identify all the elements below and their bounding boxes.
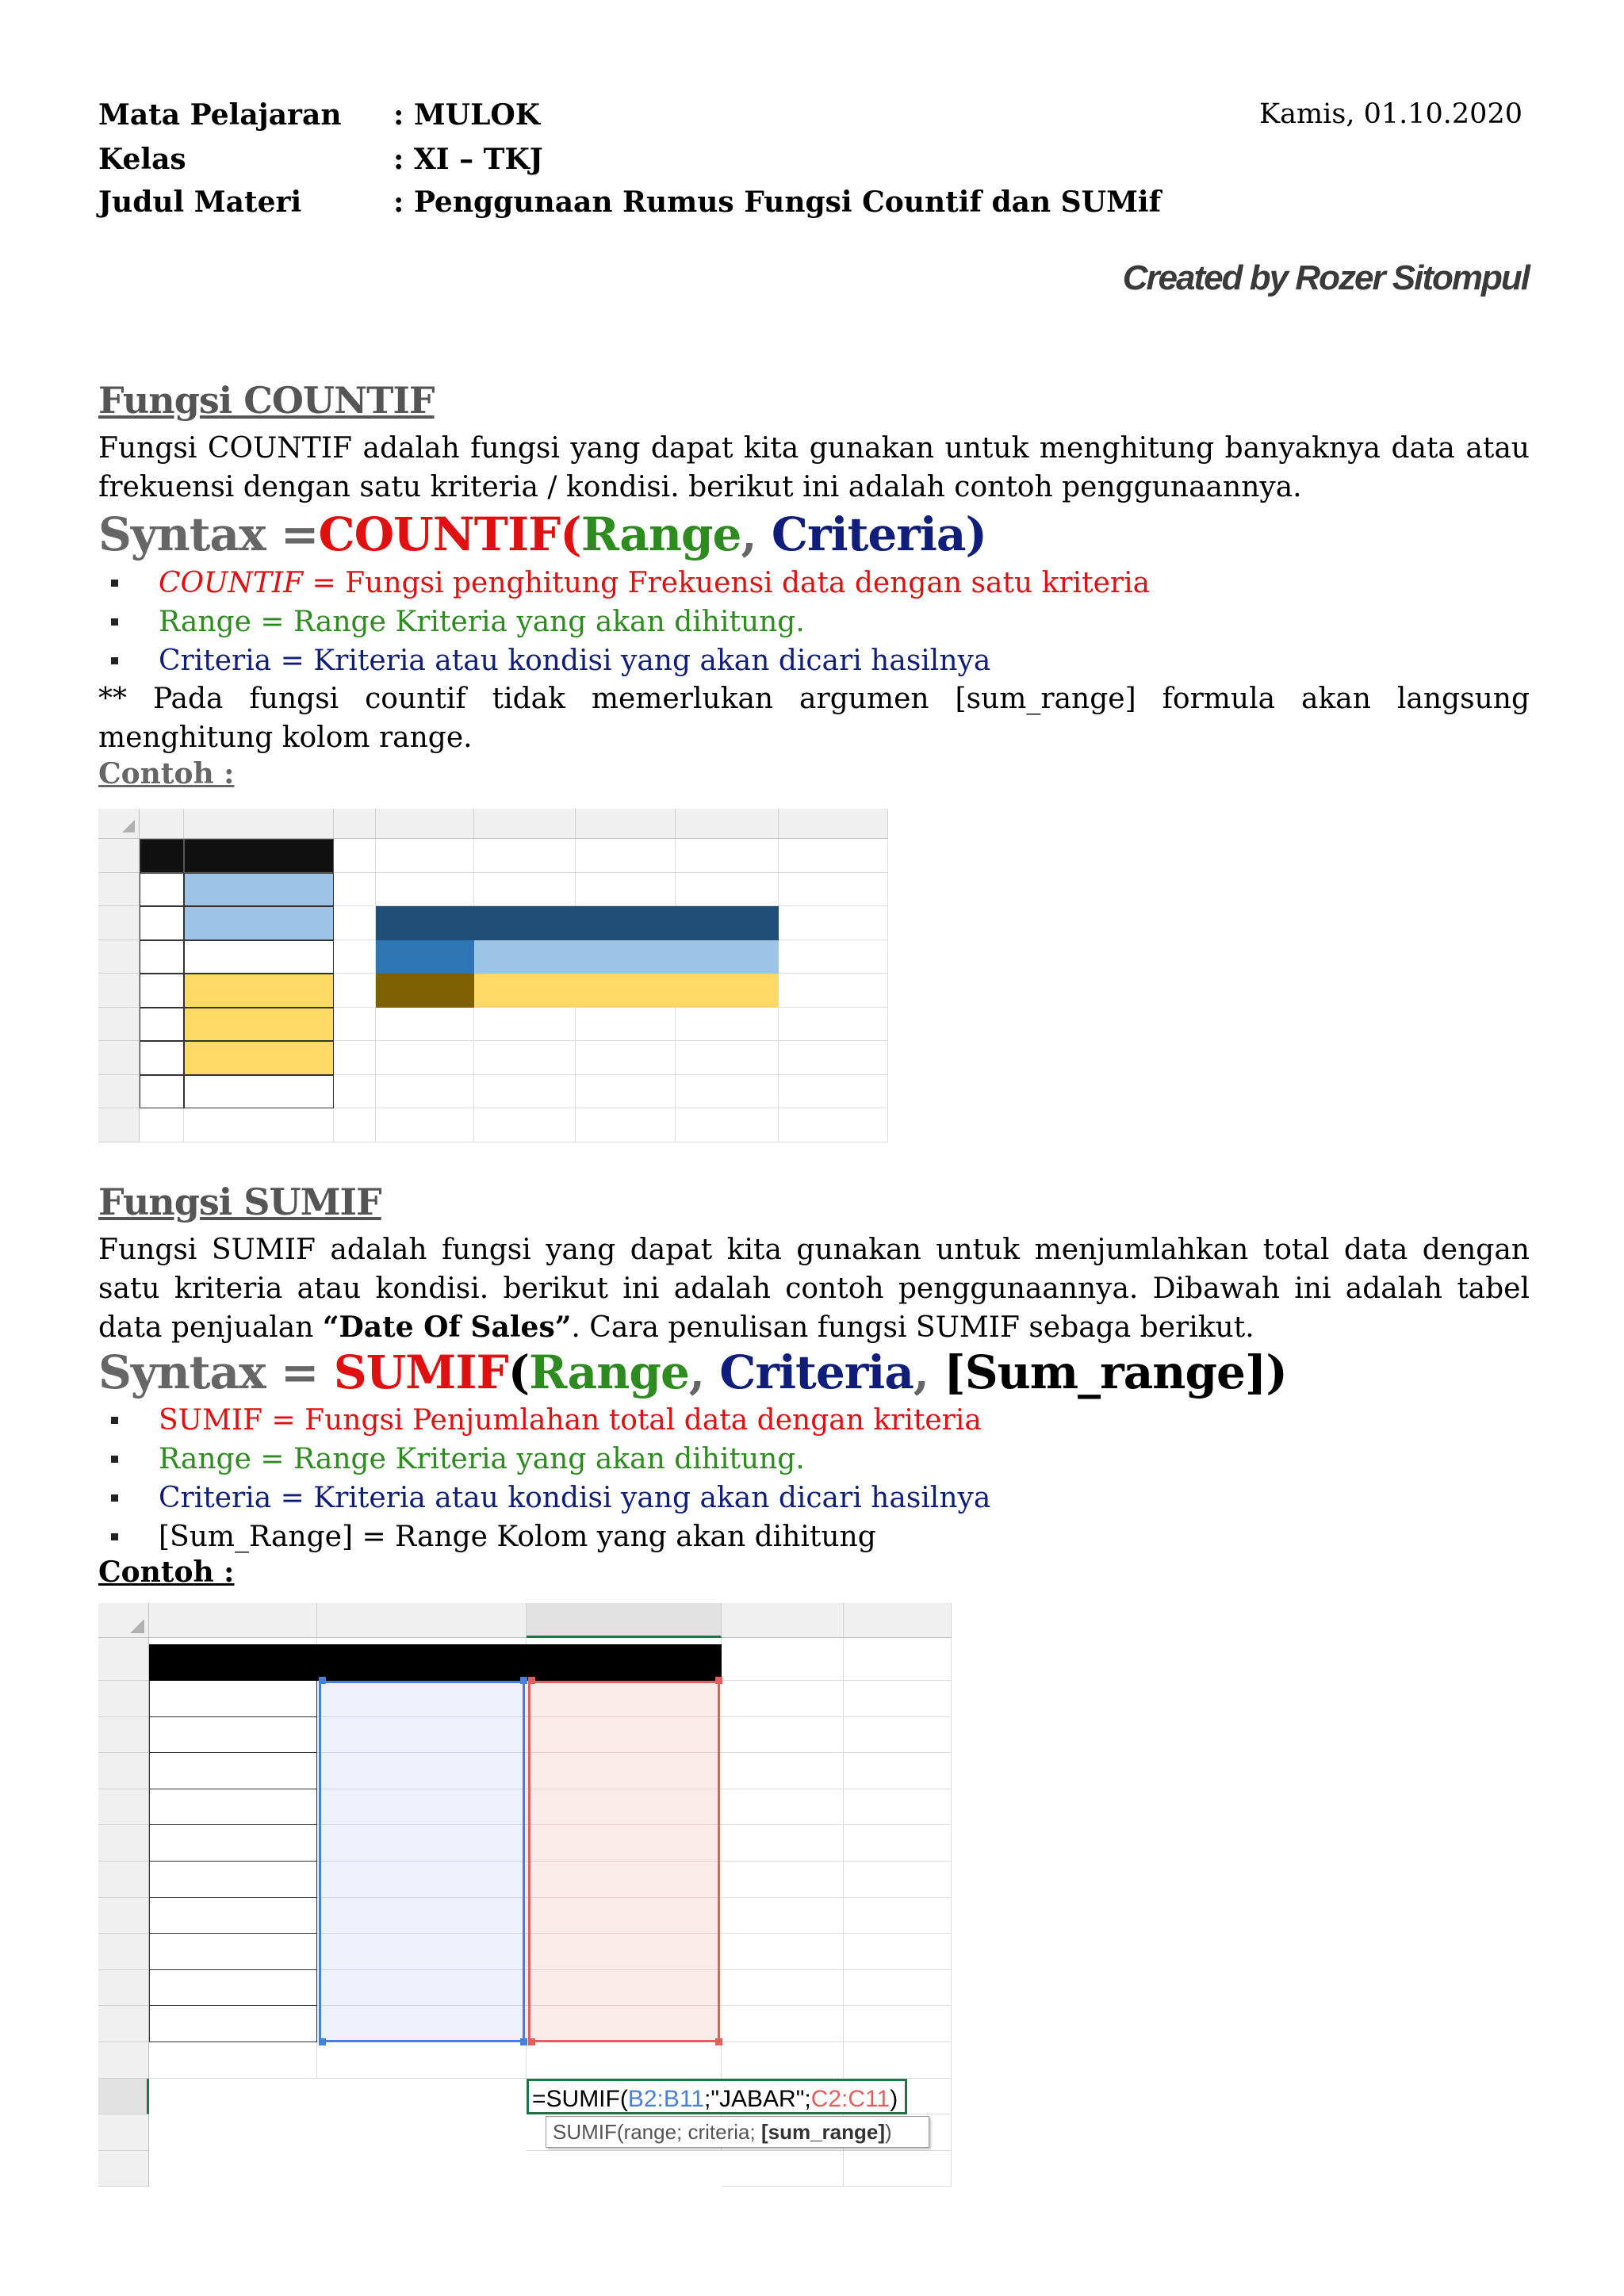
grid-cell [722, 2042, 844, 2079]
grid-cell [722, 1970, 844, 2007]
table-cell-no [140, 873, 184, 907]
syntax-range: Range [580, 507, 741, 561]
formula-edit-cell[interactable] [527, 2079, 907, 2115]
range-handle-icon[interactable] [715, 1677, 722, 1684]
bullet-square-icon [111, 1494, 118, 1502]
grid-cell [722, 1825, 844, 1862]
table-header-wilayah [317, 1644, 527, 1681]
grid-cell [474, 839, 576, 873]
row-header [98, 1753, 149, 1789]
row-header [98, 1825, 149, 1862]
row-header [98, 974, 140, 1008]
grid-cell [779, 906, 888, 940]
grid-cell [576, 1041, 676, 1075]
bullet-square-icon [111, 580, 118, 587]
grid-cell [317, 2042, 527, 2079]
row-header [98, 1789, 149, 1826]
table-cell-no [140, 906, 184, 940]
syntax-fn: SUMIF [333, 1345, 508, 1399]
bullet-item: Criteria = Kriteria atau kondisi yang akan dicari hasilnya [98, 1479, 990, 1517]
syntax-fn: COUNTIF [318, 507, 561, 561]
grid-cell [722, 1681, 844, 1717]
grid-cell [779, 1108, 888, 1142]
grid-cell [376, 873, 474, 907]
grid-cell [844, 1934, 952, 1970]
grid-cell [576, 1075, 676, 1109]
grid-cell [376, 1108, 474, 1142]
grid-cell [779, 1075, 888, 1109]
row-header [98, 2006, 149, 2042]
grid-cell [779, 873, 888, 907]
grid-cell [334, 1008, 376, 1042]
syntax-prefix: Syntax = [98, 507, 319, 561]
formula-post: ) [890, 2085, 898, 2112]
formula-pre: =SUMIF( [532, 2085, 628, 2112]
grid-cell [376, 1075, 474, 1109]
grid-cell [376, 839, 474, 873]
grid-cell [527, 2042, 722, 2079]
grid-cell [844, 1970, 952, 2007]
sumif-title: Fungsi SUMIF [98, 1181, 381, 1223]
table-cell-tanggal [149, 1753, 317, 1789]
table-cell-tanggal [149, 1898, 317, 1934]
table-cell-tanggal [149, 1825, 317, 1862]
range-handle-icon[interactable] [520, 1677, 527, 1684]
column-header [576, 809, 676, 839]
syntax-open: ( [560, 507, 581, 561]
grid-cell [722, 1862, 844, 1898]
countif-bullets [98, 564, 1150, 680]
grid-cell [722, 2151, 844, 2187]
countif-example-label: Contoh : [98, 757, 235, 790]
column-header [527, 1603, 722, 1638]
countif-title: Fungsi COUNTIF [98, 379, 435, 422]
tooltip-bold: [sum_range] [760, 2120, 885, 2145]
syntax-criteria: Criteria [771, 507, 966, 561]
grid-cell [576, 1008, 676, 1042]
column-header [676, 809, 779, 839]
grid-cell [844, 1898, 952, 1934]
grid-cell [474, 1075, 576, 1109]
grid-cell [184, 1108, 334, 1142]
table-cell-tanggal [149, 1862, 317, 1898]
grid-cell [779, 940, 888, 974]
sumif-example-label: Contoh : [98, 1556, 235, 1589]
grid-cell [334, 873, 376, 907]
row-header [98, 1862, 149, 1898]
grid-cell [334, 1041, 376, 1075]
summary-title [376, 906, 779, 940]
table-cell-tanggal [149, 1681, 317, 1717]
table-cell-no [140, 1008, 184, 1042]
grid-cell [844, 1825, 952, 1862]
class-value: : XI – TKJ [393, 143, 543, 176]
total-label [149, 2151, 527, 2187]
formula-tooltip [546, 2116, 929, 2148]
syntax-criteria: Criteria [719, 1345, 914, 1399]
grid-cell [844, 1862, 952, 1898]
topic-label: Judul Materi [98, 186, 302, 219]
grid-cell [844, 2006, 952, 2042]
row-header [98, 1008, 140, 1042]
bullet-item: [Sum_Range] = Range Kolom yang akan dihitung [98, 1517, 990, 1556]
column-header [149, 1603, 317, 1638]
range-highlight-b2-b11 [319, 1681, 525, 2042]
grid-cell [844, 1789, 952, 1826]
grid-cell [722, 1753, 844, 1789]
grid-cell [676, 1008, 779, 1042]
table-cell-tanggal [149, 1934, 317, 1970]
grid-cell [334, 940, 376, 974]
grid-cell [376, 1041, 474, 1075]
grid-cell [140, 1108, 184, 1142]
table-cell-tanggal [149, 1970, 317, 2007]
grid-cell [779, 974, 888, 1008]
row-header [98, 1934, 149, 1970]
row-header [98, 940, 140, 974]
row-header [98, 1717, 149, 1754]
grid-cell [722, 1717, 844, 1754]
row-header [98, 2151, 149, 2187]
grid-cell [474, 873, 576, 907]
grid-cell [779, 839, 888, 873]
row-header [98, 906, 140, 940]
range-handle-icon[interactable] [528, 2038, 535, 2045]
grid-cell [844, 1717, 952, 1754]
grid-cell [576, 873, 676, 907]
bullet-item: SUMIF = Fungsi Penjumlahan total data dengan kriteria [98, 1401, 990, 1440]
grid-cell [334, 974, 376, 1008]
row-header [98, 1970, 149, 2007]
bullet-square-icon [111, 618, 118, 626]
subject-label: Mata Pelajaran [98, 98, 342, 132]
row-header [98, 2114, 149, 2151]
grid-cell [474, 1041, 576, 1075]
countif-syntax [98, 507, 986, 561]
countif-spreadsheet [98, 809, 888, 1146]
table-header-tanggal [149, 1644, 317, 1681]
table-cell-nama [184, 940, 334, 974]
countif-note: ** Pada fungsi countif tidak memerlukan argumen [sum_range] formula akan langsung menghitung kolom range. [98, 683, 1530, 754]
row-header [98, 1108, 140, 1142]
formula-range: B2:B11 [627, 2085, 705, 2112]
total-value [527, 2151, 722, 2187]
column-header [140, 809, 184, 839]
grid-cell [376, 1008, 474, 1042]
bullet-item: Range = Range Kriteria yang akan dihitung. [98, 603, 1150, 641]
table-cell-tanggal [149, 1789, 317, 1826]
grid-cell [474, 1008, 576, 1042]
grid-cell [334, 906, 376, 940]
grid-cell [722, 1638, 844, 1681]
range-highlight-c2-c11 [528, 1681, 720, 2042]
select-all-triangle-icon [122, 820, 135, 832]
summary-formula [474, 974, 779, 1008]
grid-cell [676, 1041, 779, 1075]
syntax-close: ) [965, 507, 986, 561]
formula-sum: C2:C11 [810, 2085, 891, 2112]
column-header [184, 809, 334, 839]
syntax-sep: , [913, 1345, 944, 1399]
grid-cell [676, 1075, 779, 1109]
select-all-triangle-icon [130, 1619, 144, 1633]
row-header [98, 873, 140, 907]
column-header [779, 809, 888, 839]
grid-cell [676, 839, 779, 873]
tooltip-pre: SUMIF(range; criteria; [553, 2120, 761, 2145]
bullet-square-icon [111, 1533, 118, 1540]
grid-cell [779, 1041, 888, 1075]
column-header [722, 1603, 844, 1638]
table-cell-nama [184, 1075, 334, 1109]
total-label [149, 2079, 527, 2115]
syntax-range: Range [529, 1345, 689, 1399]
sumif-description: Fungsi SUMIF adalah fungsi yang dapat kita gunakan untuk menjumlahkan total data dengan satu kriteria atau kondisi. berikut ini adalah contoh penggunaannya. Dibawah ini adalah tabel data penjualan “Date Of Sales”. Cara penulisan fungsi SUMIF sebaga berikut. [98, 1234, 1530, 1344]
row-header [98, 1041, 140, 1075]
syntax-sumrange: [Sum_range]) [944, 1345, 1287, 1399]
subject-value: : MULOK [393, 98, 541, 132]
table-cell-no [140, 1075, 184, 1109]
summary-formula [474, 940, 779, 974]
grid-cell [334, 1108, 376, 1142]
syntax-sep: , [741, 507, 772, 561]
table-cell-nama [184, 1008, 334, 1042]
sumif-spreadsheet [98, 1603, 952, 2199]
grid-cell [779, 1008, 888, 1042]
grid-cell [722, 1934, 844, 1970]
row-header [98, 2042, 149, 2079]
table-cell-tanggal [149, 2006, 317, 2042]
table-cell-no [140, 974, 184, 1008]
column-header [317, 1603, 527, 1638]
grid-cell [676, 873, 779, 907]
syntax-sep: , [688, 1345, 720, 1399]
table-cell-nama [184, 906, 334, 940]
bullet-item: Range = Range Kriteria yang akan dihitung. [98, 1440, 990, 1479]
table-header-no [140, 839, 184, 873]
grid-cell [576, 1108, 676, 1142]
row-header [98, 1681, 149, 1717]
row-header [98, 2079, 149, 2115]
formula-mid: ;"JABAR"; [704, 2085, 811, 2112]
topic-value: : Penggunaan Rumus Fungsi Countif dan SUMif [393, 186, 1162, 219]
row-header [98, 1898, 149, 1934]
bullet-square-icon [111, 1417, 118, 1424]
table-cell-no [140, 1041, 184, 1075]
bullet-square-icon [111, 1456, 118, 1463]
bullet-item: Criteria = Kriteria atau kondisi yang akan dicari hasilnya [98, 641, 1150, 680]
grid-cell [722, 1898, 844, 1934]
table-header-omset [527, 1644, 722, 1681]
row-header [98, 839, 140, 873]
grid-cell [722, 2006, 844, 2042]
column-header [376, 809, 474, 839]
syntax-prefix: Syntax = [98, 1345, 334, 1399]
range-handle-icon[interactable] [319, 1677, 326, 1684]
row-header [98, 1075, 140, 1109]
column-header [474, 809, 576, 839]
grid-cell [844, 2151, 952, 2187]
class-label: Kelas [98, 143, 186, 176]
grid-cell [149, 2042, 317, 2079]
table-cell-nama [184, 1041, 334, 1075]
grid-cell [844, 1753, 952, 1789]
table-header-nama [184, 839, 334, 873]
range-handle-icon[interactable] [319, 2038, 326, 2045]
table-cell-nama [184, 974, 334, 1008]
date: Kamis, 01.10.2020 [1258, 98, 1522, 130]
grid-cell [844, 2042, 952, 2079]
tooltip-post: ) [885, 2120, 892, 2145]
column-header [334, 809, 376, 839]
grid-cell [474, 1108, 576, 1142]
sumif-syntax [98, 1345, 1287, 1399]
range-handle-icon[interactable] [715, 2038, 722, 2045]
syntax-open: ( [508, 1345, 530, 1399]
grid-cell [722, 1789, 844, 1826]
grid-cell [334, 839, 376, 873]
table-cell-no [140, 940, 184, 974]
grid-cell [844, 1638, 952, 1681]
summary-value [376, 940, 474, 974]
row-header [98, 1638, 149, 1681]
grid-cell [676, 1108, 779, 1142]
grid-cell [844, 1681, 952, 1717]
sumif-bullets [98, 1401, 990, 1556]
summary-value [376, 974, 474, 1008]
table-cell-tanggal [149, 1717, 317, 1754]
table-cell-nama [184, 873, 334, 907]
grid-cell [576, 839, 676, 873]
bullet-square-icon [111, 657, 118, 664]
bullet-item: COUNTIF = Fungsi penghitung Frekuensi data dengan satu kriteria [98, 564, 1150, 603]
total-label [149, 2114, 527, 2151]
author-credit: Created by Rozer Sitompul [1122, 258, 1529, 297]
range-handle-icon[interactable] [528, 1677, 535, 1684]
grid-cell [334, 1075, 376, 1109]
countif-description: Fungsi COUNTIF adalah fungsi yang dapat kita gunakan untuk menghitung banyaknya data atau frekuensi dengan satu kriteria / kondisi. berikut ini adalah contoh penggunaannya. [98, 432, 1530, 503]
column-header [844, 1603, 952, 1638]
range-handle-icon[interactable] [520, 2038, 527, 2045]
